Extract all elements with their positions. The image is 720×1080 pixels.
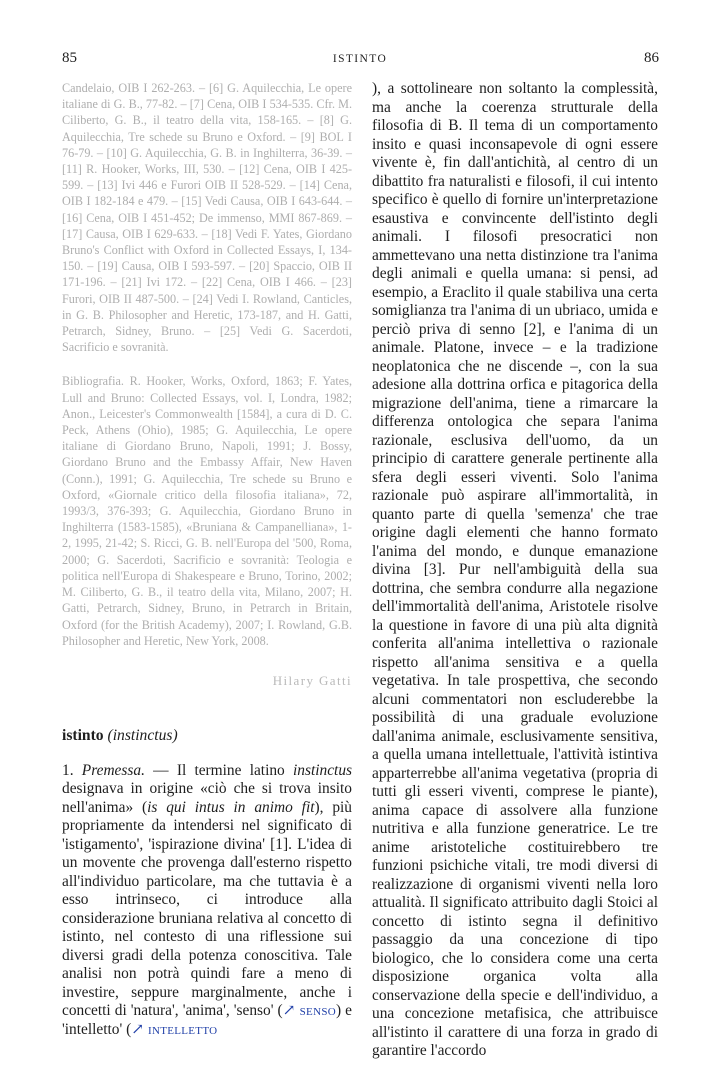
latin-quote: is qui intus in animo fit — [147, 798, 315, 816]
right-column-continuation — [372, 80, 658, 1061]
entry-headword: istinto — [62, 727, 104, 745]
previous-entry-bibliography: Bibliografia. R. Hooker, Works, Oxford, 1863; F. Yates, Lull and Bruno: Collected Essays, vol. I, Londra, 1982; Anon., Leicester's Commonwealth [1584], a cura di D. C. Peck, Athens (Ohio), 1985; G. Aquilecchia, Le opere italiane di Giordano Bruno, Napoli, 1991; J. Bossy, Giordano Bruno and the Embassy Affair, New Haven (Conn.), 1991; G. Aquilecchia, Tre schede su Bruno e Oxford, «Giornale critico della filosofia italiana», 72, 1993/3, 376-393; G. Aquilecchia, Giordano Bruno in Inghilterra (1583-1585), «Bruniana & Campanelliana», 1-2, 1995, 21-42; S. Ricci, G. B. nell'Europa del '500, Roma, 2000; G. Sacerdoti, Sacrificio e sovranità: Teologia e politica nell'Europa di Shakespeare e Bruno, Torino, 2002; M. Ciliberto, G. B., il teatro della vita, Milano, 2007; H. Gatti, Petrarch, Sidney, Bruno, in Petrarch in Britain, Oxford (for the British Academy), 2007; I. Rowland, G.B. Philosopher and Heretic, New York, 2008. — [62, 374, 352, 648]
left-column — [62, 80, 352, 1039]
cross-reference-arrow-icon: ↗ — [131, 1020, 145, 1038]
page-number-left: 85 — [62, 50, 77, 66]
section-number: 1. — [62, 761, 74, 779]
section-title: Premessa. — [81, 761, 145, 779]
previous-entry-notes: Candelaio, OIB I 262-263. – [6] G. Aquilecchia, Le opere italiane di G. B., 77-82. – [7] Cena, OIB I 534-535. Cfr. M. Ciliberto, G. B., il teatro della vita, 158-165. – [8] G. Aquilecchia, Tre schede su Bruno e Oxford. – [9] BOL I 76-79. – [10] G. Aquilecchia, G. B. in Inghilterra, 36-39. – [11] R. Hooker, Works, III, 530. – [12] Cena, OIB I 425-599. – [13] Ivi 446 e Furori OIB II 528-529. – [14] Cena, OIB I 182-184 e 479. – [15] Vedi Causa, OIB I 643-644. – [16] Cena, OIB I 451-452; De immenso, MMI 867-869. – [17] Causa, OIB I 629-633. – [18] Vedi F. Yates, Giordano Bruno's Conflict with Oxford in Collected Essays, I, 134-150. – [19] Causa, OIB I 593-597. – [20] Spaccio, OIB II 171-196. – [21] Ivi 172. – [22] Cena, OIB I 466. – [23] Furori, OIB II 487-500. – [24] Vedi I. Rowland, Canticles, in G. B. Philosopher and Heretic, 173-187, and H. Gatti, Petrarch, Sidney, Bruno. – [25] Vedi G. Sacerdoti, Sacrificio e sovranità. — [62, 81, 352, 355]
entry-title — [62, 727, 352, 746]
paragraph-text: designava in origine «ciò che si trova insito nell'anima» ( — [62, 780, 352, 816]
cross-reference-senso-link[interactable]: senso — [299, 1002, 336, 1020]
running-head: ISTINTO — [332, 53, 388, 65]
cross-reference-intelletto-link[interactable]: intelletto — [148, 1020, 218, 1038]
previous-entry-author: Hilary Gatti — [272, 672, 352, 688]
page-number-right: 86 — [644, 50, 659, 66]
paragraph-italic-term: instinctus — [293, 761, 352, 779]
paragraph-text: Il termine latino — [176, 761, 285, 779]
entry-paragraph-1-continued: ), a sottolineare non soltanto la complessità, ma anche la coerenza strutturale della filosofia di B. Il tema di un comportamento insito e quasi inconsapevole di ogni essere vivente è, fin dall'antichità, al centro di un dibattito fra naturalisti e filosofi, il cui intento specifico è quello di fornire un'interpretazione esaustiva e convincente dell'istinto degli animali. I filosofi presocratici non ammettevano una netta distinzione tra l'anima degli animali e quella umana: si pensi, ad esempio, a Eraclito il quale stabiliva una certa somiglianza tra l'anima di un ubriaco, umida e perciò priva di senno [2], e l'anima di un animale. Platone, invece – e la tradizione neoplatonica che ne discende –, con la sua adesione alla dottrina orfica e pitagorica della migrazione dell'anima, tiene a rimarcare la differenza ontologica che separa l'anima razionale, esclusiva dell'uomo, da un principio di carattere generale pertinente alla sfera degli esseri viventi. Solo l'anima razionale può aspirare all'immortalità, in quanto parte di quella 'semenza' che trae origine dagli elementi che hanno formato l'anima del mondo, e dunque emanazione divina [3]. Pur nell'ambiguità della sua dottrina, che sembra condurre alla negazione dell'immortalità dell'anima, Aristotele risolve la questione in favore di una più alta dignità conferita all'anima intellettiva o razionale rispetto all'anima sensitiva e a quella vegetativa. In tale prospettiva, che secondo alcuni commentatori non escluderebbe la possibilità di una graduale evoluzione dall'anima animale, esclusivamente sensitiva, a quella umana intellettuale, l'attività istintiva apparterrebbe all'anima vegetativa (propria di tutti gli esseri viventi, comprese le piante), anima capace di assolvere alla funzione nutritiva e alla funzione generatrice. Le tre anime aristoteliche costituirebbero tre funzioni psichiche vitali, tre modi diversi di realizzazione di organismi viventi nella loro attualità. Il significato attribuito dagli Stoici al concetto di istinto segna il definitivo passaggio da una concezione di tipo biologico, che lo considera come una certa disposizione organica volta alla conservazione della specie e dell'individuo, a una concezione metafisica, che attribuisce all'istinto il carattere di una forza in grado di garantire l'accordo — [372, 80, 658, 1059]
section-dash: — — [153, 761, 169, 779]
previous-entry-faded — [62, 80, 352, 689]
paragraph-text: ) e 'intelletto' ( — [62, 1002, 352, 1038]
entry-paragraph-1 — [62, 762, 352, 1040]
paragraph-text: ), più propriamente da intendersi nel significato di 'istigamento', 'ispirazione divina' [1]. L'idea di un movente che provenga dall'esterno rispetto all'individuo particolare, ma che tuttavia è a esso intrinseco, ci introduce alla considerazione bruniana relativa al concetto di istinto, nel contesto di una riflessione sui diversi gradi della potenza conoscitiva. Tale analisi non potrà quindi fare a meno di investire, seppure marginalmente, anche i concetti di 'natura', 'anima', 'senso' ( — [62, 798, 352, 1020]
cross-reference-arrow-icon: ↗ — [282, 1002, 296, 1020]
entry-latin-term: (instinctus) — [107, 727, 178, 745]
